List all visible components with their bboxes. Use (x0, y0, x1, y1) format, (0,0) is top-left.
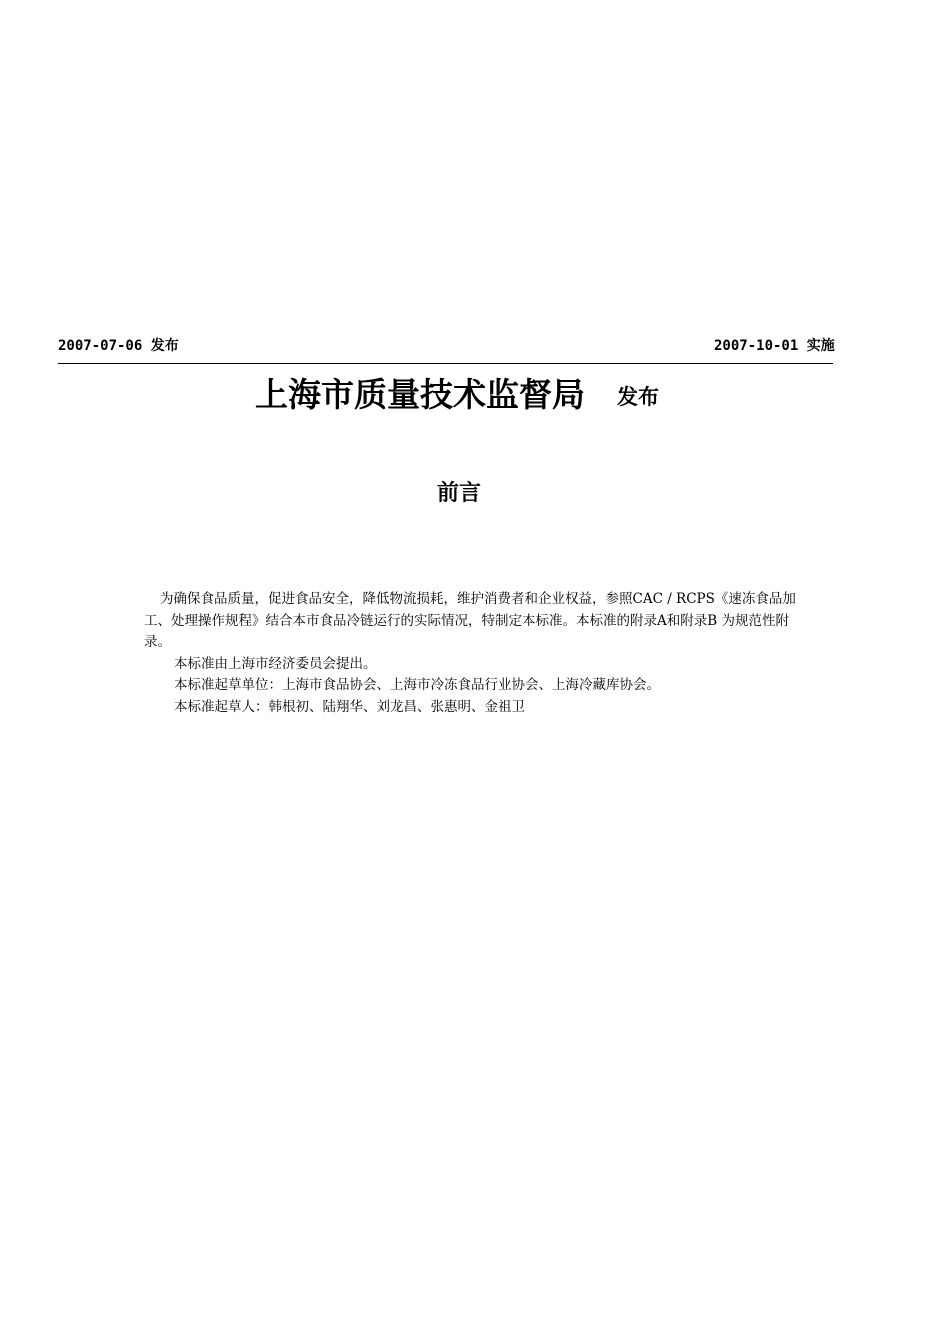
preface-content (144, 589, 814, 718)
implement-date: 2007-10-01 实施 (714, 338, 835, 354)
preface-title: 前言 (436, 480, 481, 506)
publish-date: 2007-07-06 发布 (58, 338, 179, 354)
preface-paragraph-proposer: 本标准由上海市经济委员会提出。 (174, 655, 377, 672)
issuer-line (255, 369, 659, 416)
preface-paragraph-purpose: 为确保食品质量，促进食品安全，降低物流损耗，维护消费者和企业权益，参照CAC / RCPS《速冻食品加工、处理操作规程》结合本市食品冷链运行的实际情况，特制定本标准。本标准的附录A和附录B 为规范性附录。 (144, 591, 796, 650)
issuer-suffix: 发布 (617, 384, 659, 409)
header-divider (58, 363, 833, 364)
issuer-name: 上海市质量技术监督局 (255, 375, 585, 414)
preface-paragraph-drafters: 本标准起草人：韩根初、陆翔华、刘龙昌、张惠明、金祖卫 (174, 698, 525, 715)
preface-paragraph-drafting-units: 本标准起草单位：上海市食品协会、上海市冷冻食品行业协会、上海冷藏库协会。 (174, 677, 660, 693)
